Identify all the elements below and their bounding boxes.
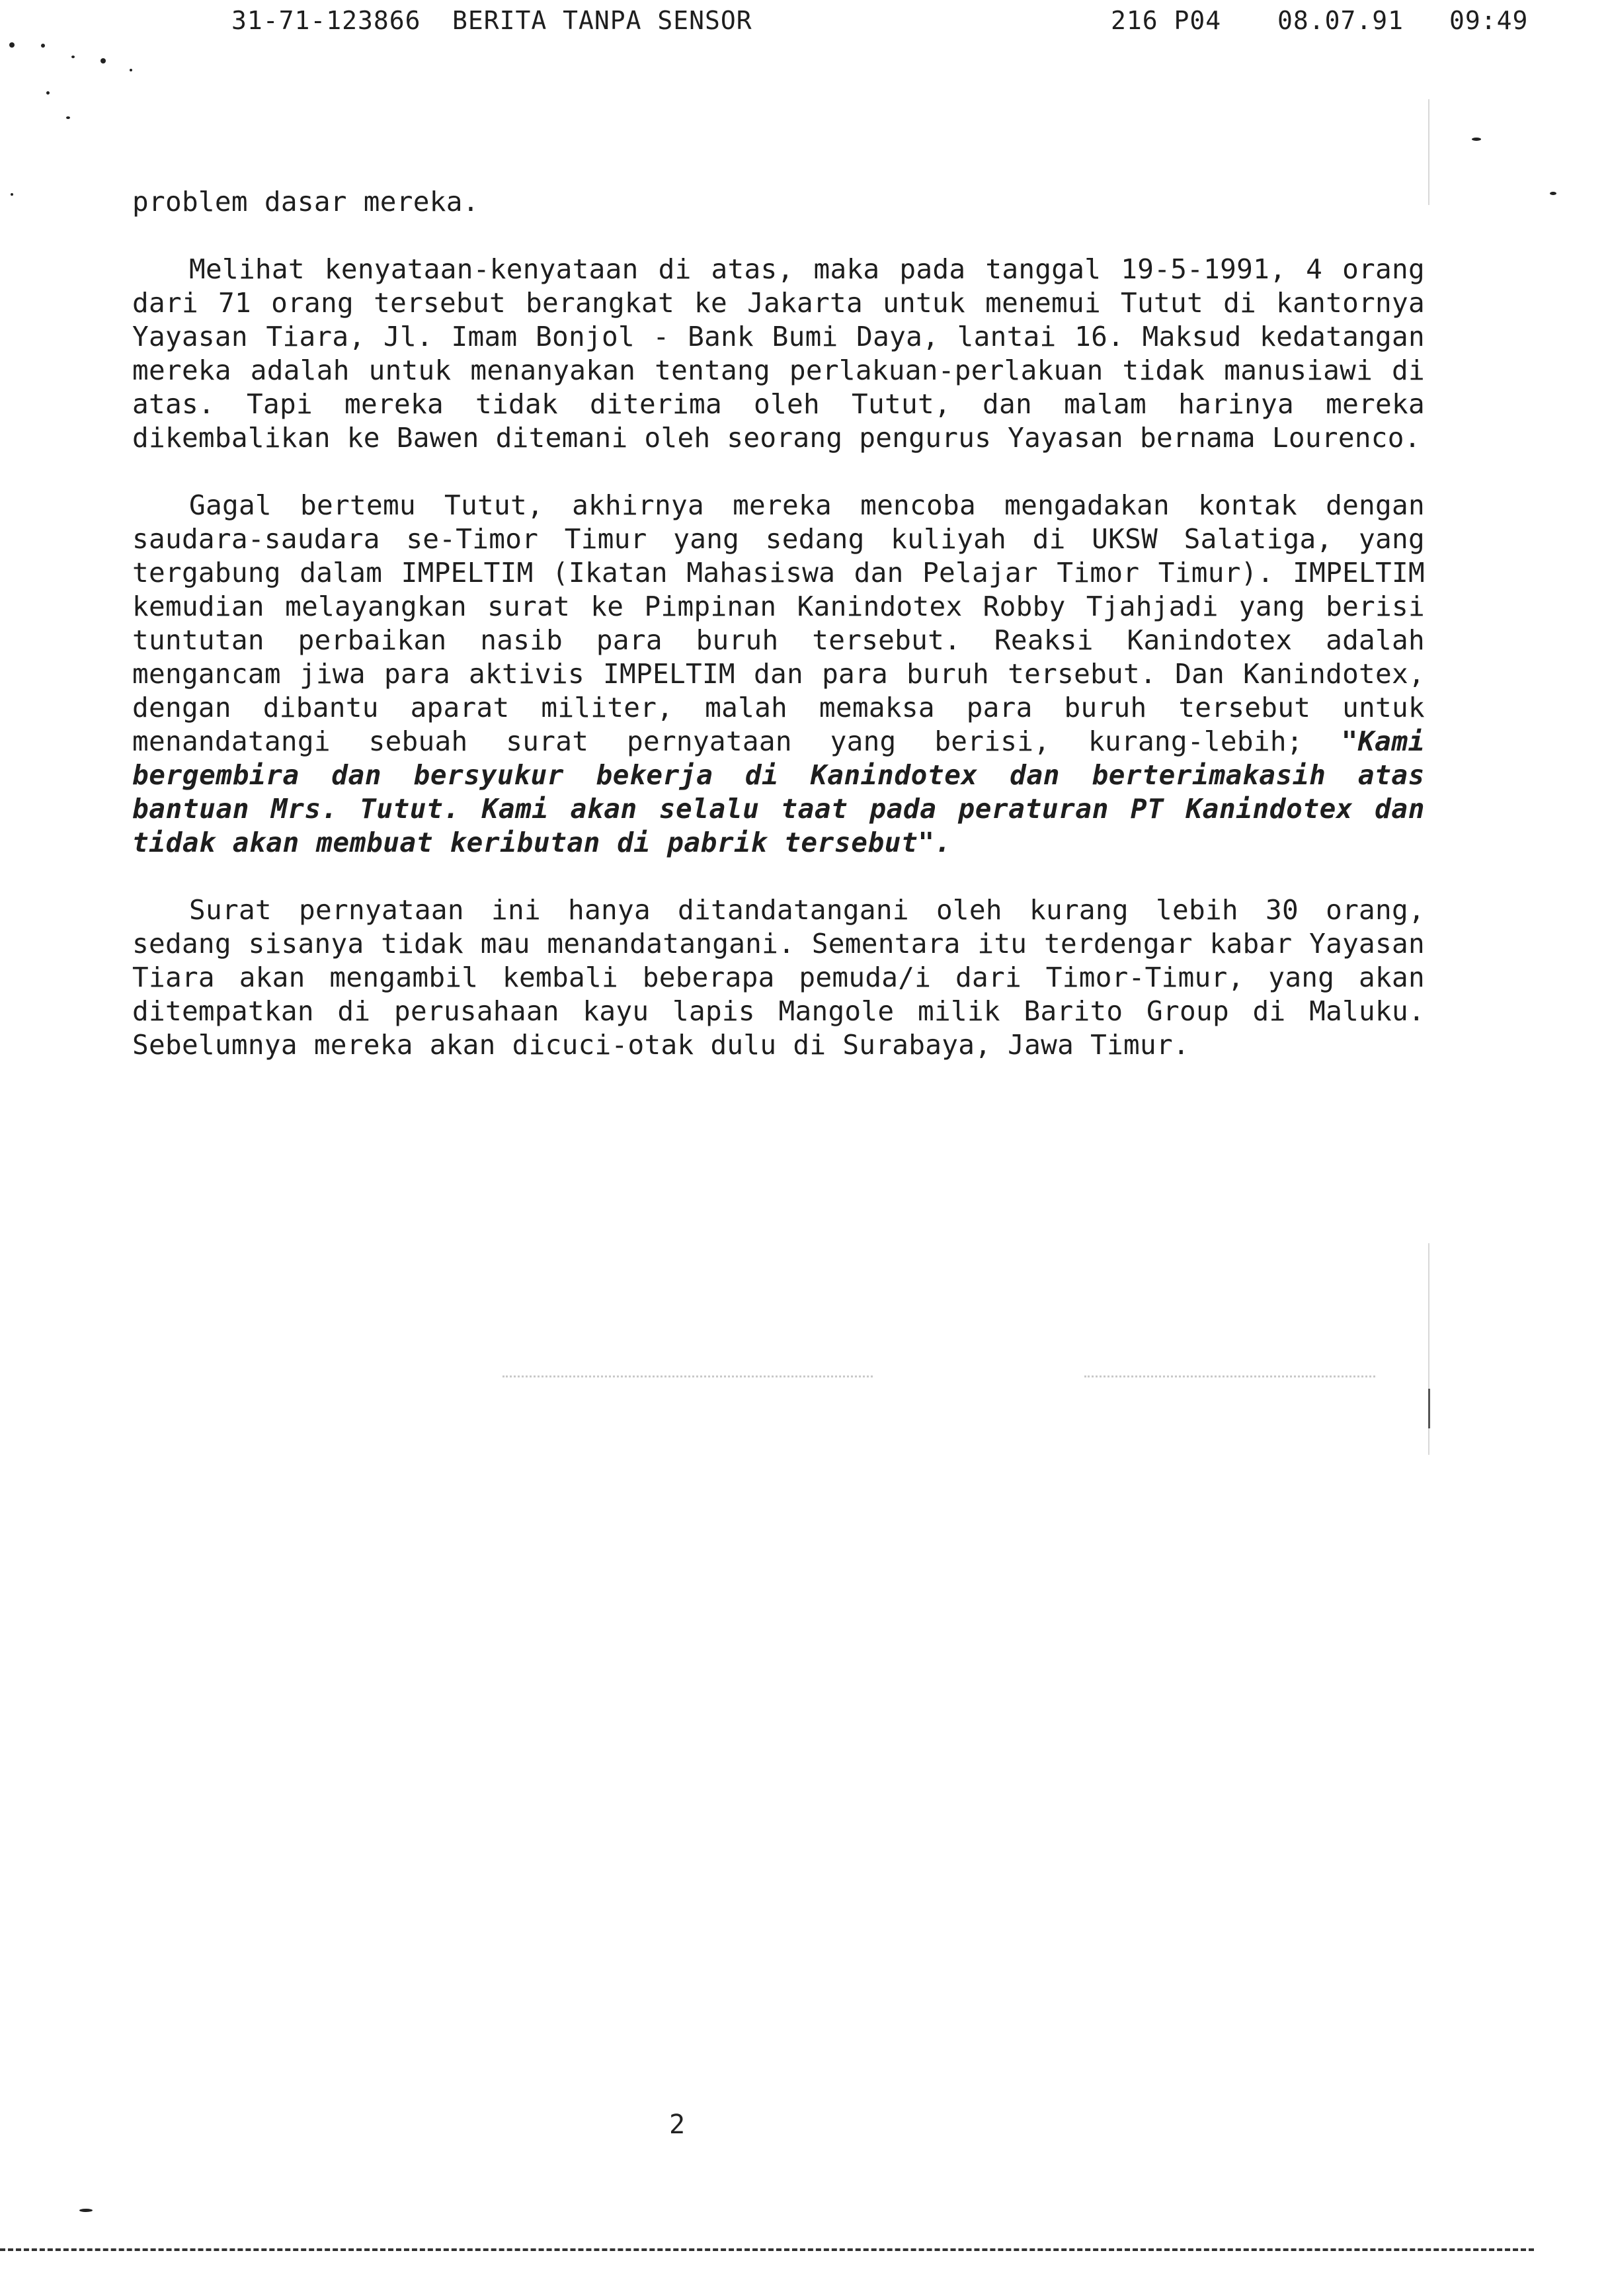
paragraph-1 [132,185,1425,219]
paragraph-4 [132,893,1425,1062]
scan-rule [1428,1389,1430,1428]
paragraph-2 [132,253,1425,455]
paragraph-3 [132,489,1425,860]
fax-sender-name: BERITA TANPA SENSOR [452,6,752,35]
paragraph-1-text: problem dasar mereka. [132,186,479,218]
scan-noise [1084,1375,1375,1383]
statement-quote: "Kami bergembira dan bersyukur bekerja di Kanindotex dan berterimakasih atas bantuan Mrs. Tutut. Kami akan selalu taat pada peraturan PT Kanindotex dan tidak akan membuat keributan di pabrik tersebut". [132,725,1426,858]
scan-rule [1428,99,1429,205]
scan-speck [11,193,13,196]
fax-date: 08.07.91 [1277,6,1404,35]
scan-noise [502,1375,873,1383]
tear-line [0,2248,1534,2251]
scan-speck [100,58,106,63]
fax-page-code: 216 P04 [1111,6,1222,35]
scan-speck [79,2209,93,2212]
scan-speck [9,42,15,48]
document-body [132,185,1425,1062]
scan-speck [46,91,50,95]
scan-speck [1472,138,1481,141]
scan-speck [41,44,45,48]
scan-speck [130,69,132,71]
paragraph-2-text: Melihat kenyataan-kenyataan di atas, maka pada tanggal 19-5-1991, 4 orang dari 71 orang tersebut berangkat ke Jakarta untuk menemui Tutut di kantornya Yayasan Tiara, Jl. Imam Bonjol - Bank Bumi Daya, lantai 16. Maksud kedatangan mereka adalah untuk menanyakan tentang perlakuan-perlakuan tidak manusiawi di atas. Tapi mereka tidak diterima oleh Tutut, dan malam harinya mereka dikembalikan ke Bawen ditemani oleh seorang pengurus Yayasan bernama Lourenco. [132,253,1425,454]
paragraph-3-text: Gagal bertemu Tutut, akhirnya mereka mencoba mengadakan kontak dengan saudara-saudara se-Timor Timur yang sedang kuliyah di UKSW Salatiga, yang tergabung dalam IMPELTIM (Ikatan Mahasiswa dan Pelajar Timor Timur). IMPELTIM kemudian melayangkan surat ke Pimpinan Kanindotex Robby Tjahjadi yang berisi tuntutan perbaikan nasib para buruh tersebut. Reaksi Kanindotex adalah mengancam jiwa para aktivis IMPELTIM dan para buruh tersebut. Dan Kanindotex, dengan dibantu aparat militer, malah memaksa para buruh tersebut untuk menandatangi sebuah surat pernyataan yang berisi, kurang-lebih; [132,489,1425,757]
fax-sender-id: 31-71-123866 [231,6,421,35]
fax-header [231,4,1541,37]
scan-speck [71,56,75,58]
paragraph-4-text: Surat pernyataan ini hanya ditandatangani oleh kurang lebih 30 orang, sedang sisanya tidak mau menandatangani. Sementara itu terdengar kabar Yayasan Tiara akan mengambil kembali beberapa pemuda/i dari Timor-Timur, yang akan ditempatkan di perusahaan kayu lapis Mangole milik Barito Group di Maluku. Sebelumnya mereka akan dicuci-otak dulu di Surabaya, Jawa Timur. [132,894,1425,1061]
fax-time: 09:49 [1449,6,1529,35]
page-number: 2 [668,2110,686,2140]
scan-speck [66,116,70,119]
scan-speck [1550,192,1556,195]
